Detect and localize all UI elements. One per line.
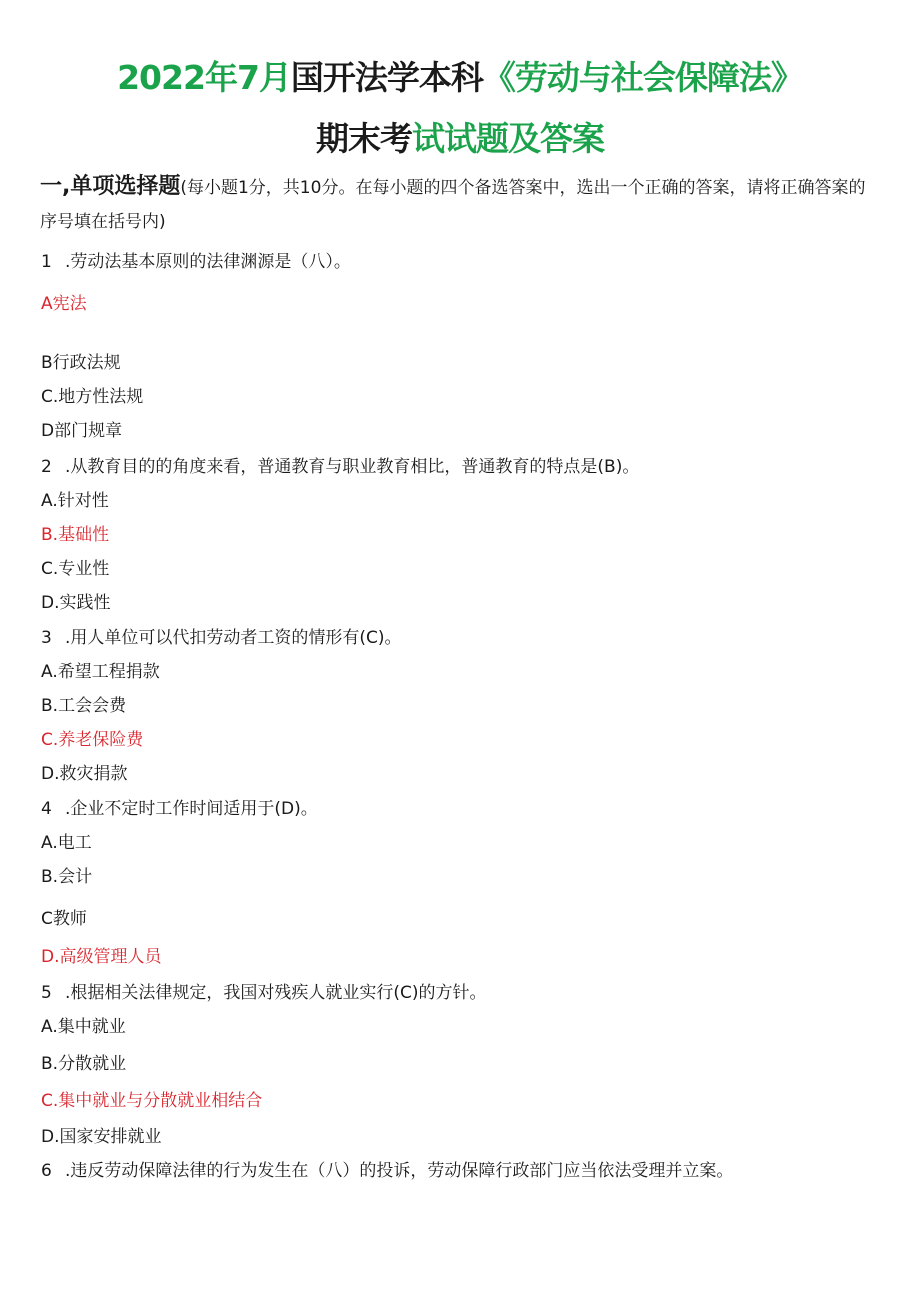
question-number: 5	[41, 983, 52, 1003]
option: B.工会会费	[41, 696, 127, 716]
title-date: 2022年7月	[117, 58, 291, 97]
option: A.电工	[41, 833, 92, 853]
option: C.专业性	[41, 559, 110, 579]
option: B.会计	[41, 867, 93, 887]
question-stem	[41, 1156, 733, 1181]
question-number: 2	[41, 457, 52, 477]
option: D.国家安排就业	[41, 1127, 162, 1147]
option-correct: B.基础性	[41, 525, 110, 545]
question-text: .用人单位可以代扣劳动者工资的情形有(C)。	[65, 628, 402, 648]
option: B行政法规	[41, 353, 121, 373]
section-instruction: (每小题1分，共10分。在每小题的四个备选答案中，选出一个正确的答案，请将正确答案的序号填在括号内)	[40, 178, 866, 232]
title-course: 《劳动与社会保障法》	[482, 58, 803, 97]
question-number: 1	[41, 252, 52, 272]
section-heading: 一,单项选择题	[40, 174, 181, 199]
document-title-line1	[0, 52, 920, 99]
option: D.救灾捐款	[41, 764, 128, 784]
option: B.分散就业	[41, 1054, 127, 1074]
question-number: 6	[41, 1161, 52, 1181]
question-stem	[41, 794, 318, 819]
question-text: .违反劳动保障法律的行为发生在（八）的投诉，劳动保障行政部门应当依法受理并立案。	[65, 1161, 734, 1181]
question-text: .企业不定时工作时间适用于(D)。	[65, 799, 318, 819]
title-answers: 试试题及答案	[412, 119, 604, 158]
question-stem	[41, 452, 639, 477]
option: A.希望工程捐款	[41, 662, 160, 682]
section-intro	[40, 170, 880, 239]
title-program: 国开法学本科	[290, 58, 483, 97]
question-number: 3	[41, 628, 52, 648]
question-text: .劳动法基本原则的法律渊源是（八）。	[65, 252, 351, 272]
option: C.地方性法规	[41, 387, 144, 407]
option: C教师	[41, 909, 87, 929]
option-correct: A宪法	[41, 294, 87, 314]
option: A.针对性	[41, 491, 109, 511]
question-number: 4	[41, 799, 52, 819]
option: D.实践性	[41, 593, 111, 613]
option-correct: C.养老保险费	[41, 730, 144, 750]
title-exam: 期末考	[316, 119, 412, 158]
question-text: .从教育目的的角度来看，普通教育与职业教育相比，普通教育的特点是(B)。	[65, 457, 640, 477]
document-title-line2	[0, 113, 920, 160]
option-correct: C.集中就业与分散就业相结合	[41, 1091, 263, 1111]
option: D部门规章	[41, 421, 123, 441]
question-stem	[41, 247, 351, 272]
question-stem	[41, 978, 487, 1003]
option: A.集中就业	[41, 1017, 126, 1037]
option-correct: D.高级管理人员	[41, 947, 162, 967]
question-stem	[41, 623, 402, 648]
question-text: .根据相关法律规定，我国对残疾人就业实行(C)的方针。	[65, 983, 487, 1003]
